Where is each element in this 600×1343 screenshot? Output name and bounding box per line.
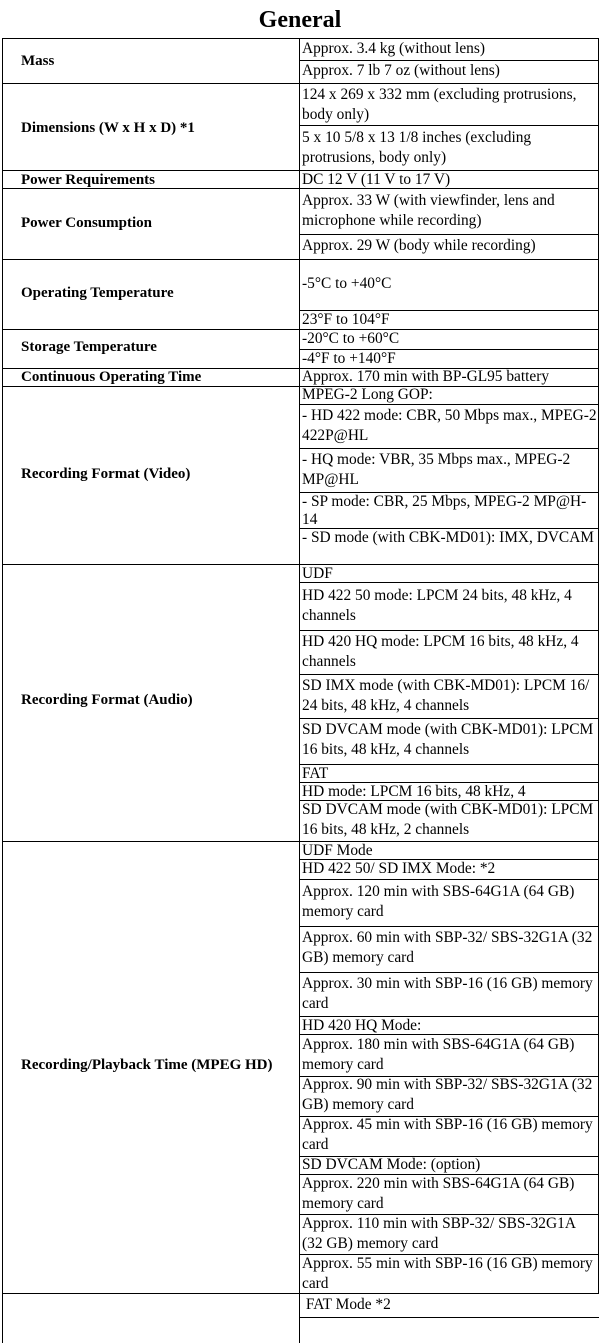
spec-value: Approx. 29 W (body while recording) (302, 237, 536, 254)
spec-label-storage-temperature: Storage Temperature (21, 339, 157, 355)
table-border-top (2, 38, 599, 39)
spec-value: Approx. 55 min with SBP-16 (16 GB) memory card (302, 1255, 593, 1292)
cell-separator (299, 125, 599, 126)
row-separator (2, 83, 599, 84)
spec-label-mass: Mass (21, 53, 55, 69)
spec-value: HD 420 HQ Mode: (302, 1017, 422, 1034)
spec-value: HD 422 50/ SD IMX Mode: *2 (302, 860, 496, 877)
spec-value: HD 422 50 mode: LPCM 24 bits, 48 kHz, 4 channels (302, 587, 572, 624)
spec-label-operating-temperature: Operating Temperature (21, 285, 174, 301)
spec-value: Approx. 170 min with BP-GL95 battery (302, 368, 550, 385)
spec-value: -20°C to +60°C (302, 330, 400, 347)
spec-value: HD mode: LPCM 16 bits, 48 kHz, 4 (302, 783, 526, 800)
spec-value: Approx. 45 min with SBP-16 (16 GB) memory card (302, 1116, 593, 1153)
spec-label-dimensions: Dimensions (W x H x D) *1 (21, 120, 195, 136)
spec-value: Approx. 60 min with SBP-32/ SBS-32G1A (32 GB) memory card (302, 929, 593, 966)
table-border-left (2, 38, 3, 1343)
spec-value: UDF (302, 565, 333, 582)
spec-value: -5°C to +40°C (302, 275, 392, 292)
spec-value: - HQ mode: VBR, 35 Mbps max., MPEG-2 MP@HL (302, 451, 571, 488)
cell-separator (299, 972, 599, 973)
spec-value: UDF Mode (302, 842, 373, 859)
table-border-right (598, 38, 599, 1293)
spec-label-recording-format-audio: Recording Format (Audio) (21, 692, 193, 708)
cell-separator (299, 718, 599, 719)
spec-value: Approx. 7 lb 7 oz (without lens) (302, 62, 500, 79)
spec-value: SD DVCAM mode (with CBK-MD01): LPCM 16 bits, 48 kHz, 2 channels (302, 801, 594, 838)
spec-label-recording-format-video: Recording Format (Video) (21, 466, 191, 482)
cell-separator (299, 630, 599, 631)
spec-value: Approx. 3.4 kg (without lens) (302, 40, 485, 57)
spec-value: FAT Mode *2 (302, 1296, 391, 1313)
spec-value: - HD 422 mode: CBR, 50 Mbps max., MPEG-2 422P@HL (302, 407, 597, 444)
page-title: General (258, 7, 342, 33)
spec-value: Approx. 120 min with SBS-64G1A (64 GB) memory card (302, 883, 575, 920)
spec-value: Approx. 110 min with SBP-32/ SBS-32G1A (32 GB) memory card (302, 1215, 576, 1252)
spec-value: SD IMX mode (with CBK-MD01): LPCM 16/ 24 bits, 48 kHz, 4 channels (302, 677, 590, 714)
spec-value: 23°F to 104°F (302, 311, 390, 328)
spec-label-power-requirements: Power Requirements (21, 172, 156, 188)
spec-table (0, 38, 600, 1343)
spec-value: SD DVCAM Mode: (option) (302, 1156, 481, 1173)
spec-value: DC 12 V (11 V to 17 V) (302, 171, 451, 188)
spec-label-power-consumption: Power Consumption (21, 215, 152, 231)
spec-value: Approx. 90 min with SBP-32/ SBS-32G1A (32 GB) memory card (302, 1076, 593, 1113)
spec-value: 5 x 10 5/8 x 13 1/8 inches (excluding protrusions, body only) (302, 129, 532, 166)
cell-separator (299, 879, 599, 880)
spec-value: Approx. 220 min with SBS-64G1A (64 GB) memory card (302, 1175, 575, 1212)
spec-value: HD 420 HQ mode: LPCM 16 bits, 48 kHz, 4 channels (302, 633, 579, 670)
cell-separator (299, 448, 599, 449)
spec-value: FAT (302, 765, 329, 782)
cell-separator (299, 60, 599, 61)
spec-value: Approx. 30 min with SBP-16 (16 GB) memory card (302, 975, 593, 1012)
cell-separator (299, 234, 599, 235)
spec-label-continuous-operating-time: Continuous Operating Time (21, 369, 202, 385)
cell-separator (299, 674, 599, 675)
cell-separator (299, 1317, 599, 1318)
spec-label-recording-playback-time: Recording/Playback Time (MPEG HD) (21, 1057, 273, 1073)
spec-value: Approx. 180 min with SBS-64G1A (64 GB) memory card (302, 1036, 575, 1073)
row-separator (2, 259, 599, 260)
spec-value: 124 x 269 x 332 mm (excluding protrusions, body only) (302, 86, 577, 123)
spec-value: - SD mode (with CBK-MD01): IMX, DVCAM (302, 529, 594, 546)
spec-value: - SP mode: CBR, 25 Mbps, MPEG-2 MP@H-14 (302, 493, 587, 528)
spec-value: SD DVCAM mode (with CBK-MD01): LPCM 16 bits, 48 kHz, 4 channels (302, 721, 594, 758)
spec-value: MPEG-2 Long GOP: (302, 386, 433, 403)
spec-value: -4°F to +140°F (302, 350, 396, 367)
cell-separator (299, 404, 599, 405)
spec-value: Approx. 33 W (with viewfinder, lens and microphone while recording) (302, 192, 555, 229)
cell-separator (299, 926, 599, 927)
